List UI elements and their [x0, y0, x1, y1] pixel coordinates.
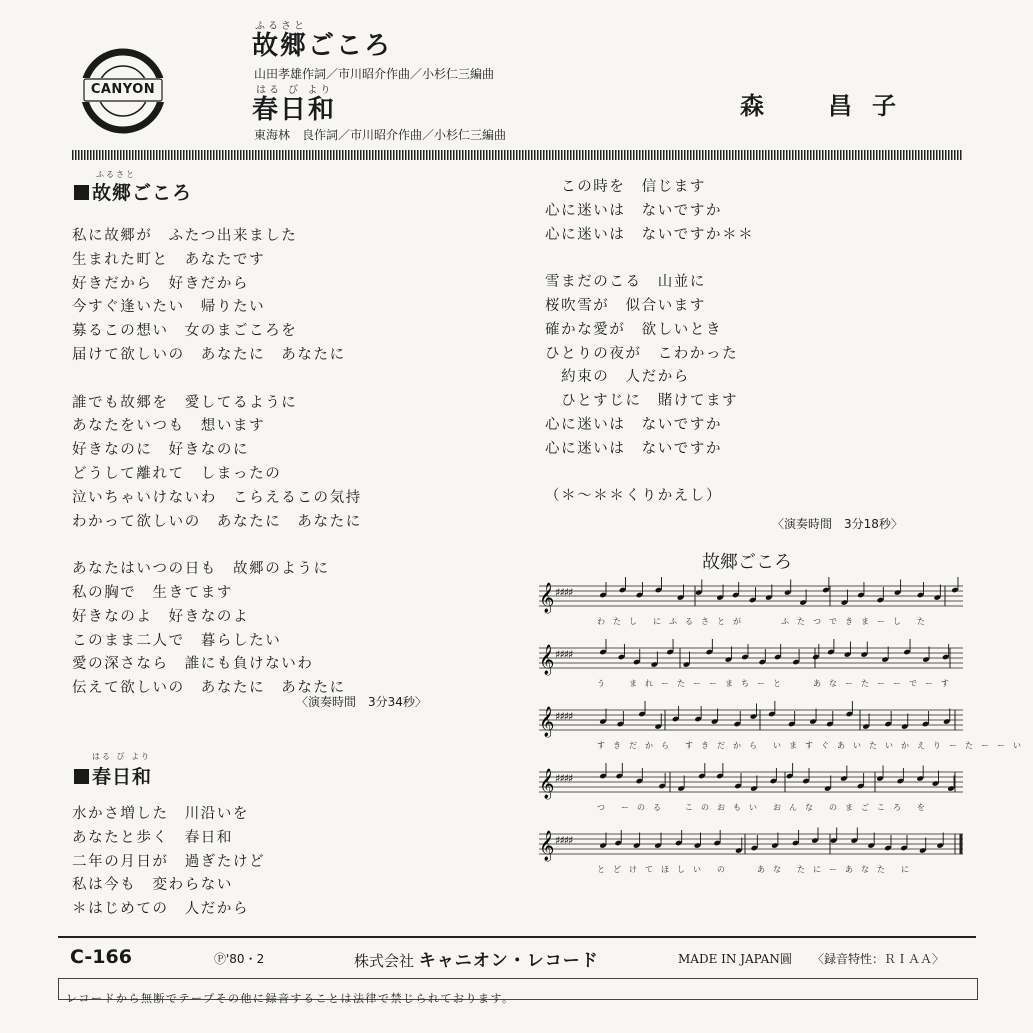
section2-time: 〈演奏時間 3分18秒〉 [772, 517, 903, 531]
lyric-line [545, 462, 754, 486]
lyric-line: あなたはいつの日も 故郷のように [72, 561, 330, 578]
treble-clef-icon: 𝄞 [539, 645, 555, 675]
sheet-music [535, 578, 1021, 888]
song1-ruby: ふるさと [255, 21, 307, 32]
section1-ruby: ふるさと [96, 170, 136, 179]
score-title: 故郷ごころ [702, 552, 792, 573]
key-signature-icon: ♯♯♯♯ [555, 648, 573, 661]
canyon-logo [80, 48, 166, 134]
lyric-line: 私は今も 変わらない [72, 877, 233, 894]
lyric-line: 心に迷いは ないですか [545, 440, 723, 457]
lyric-line: この時を 信じます [545, 179, 706, 195]
made-in-japan: MADE IN JAPAN圓 [678, 952, 792, 966]
section1-lyrics [72, 225, 362, 701]
key-signature-icon: ♯♯♯♯ [555, 834, 573, 847]
dotted-divider [72, 150, 962, 160]
lyric-line: 私に故郷が ふたつ出来ました [72, 228, 298, 244]
lyric-line: 募るこの想い 女のまごころを [72, 323, 298, 340]
square-bullet-icon [74, 185, 89, 200]
section1-title: 故郷ごころ [92, 182, 193, 204]
score-lyric-line: う ま れ ー た ー ー ま ち ー と あ な ー た ー ー で ー す [597, 679, 949, 688]
lyric-line [72, 368, 362, 392]
treble-clef-icon: 𝄞 [539, 583, 555, 613]
song2-title: 春日和 [252, 95, 337, 125]
lyric-line: 伝えて欲しいの あなたに あなたに [72, 680, 346, 697]
logo-text: CANYON [90, 82, 156, 97]
section2-lyrics-left [72, 803, 265, 922]
song2-ruby: はる び より [256, 85, 334, 96]
lyric-line: 好きなのに 好きなのに [72, 442, 250, 459]
section2-title: 春日和 [92, 766, 153, 788]
lyric-line: 二年の月日が 過ぎたけど [72, 853, 266, 870]
lyric-line [72, 534, 362, 558]
lyric-line [545, 247, 754, 271]
release-date: Ⓟ'80・2 [214, 952, 265, 966]
treble-clef-icon: 𝄞 [539, 707, 555, 737]
catalog-number: C-166 [70, 946, 132, 968]
company-prefix: 株式会社 [354, 952, 415, 970]
score-lyric-line: わ た し に ふ る さ と が ふ た つ で き ま ー し た [597, 617, 925, 626]
lyric-line: 好きなのよ 好きなのよ [72, 608, 250, 625]
lyric-line: ひとすじに 賭けてます [545, 393, 739, 410]
lyric-line: 水かさ増した 川沿いを [72, 806, 250, 822]
score-lyric-line: つ ー の る こ の お も い お ん な の ま ご こ ろ を [597, 803, 925, 812]
lyric-line: 愛の深さなら 誰にも負けないわ [72, 656, 314, 673]
artist-name: 森 昌子 [740, 91, 916, 120]
section2-ruby: はる び より [92, 752, 152, 761]
section1-time: 〈演奏時間 3分34秒〉 [296, 695, 427, 709]
lyric-line: 誰でも故郷を 愛してるように [72, 394, 298, 411]
lyric-line: あなたと歩く 春日和 [72, 829, 233, 846]
score-lyric-line: と ど け て ほ し い の あ な た に ー あ な た に [597, 865, 909, 874]
company-name: キャニオン・レコード [418, 951, 599, 971]
lyric-line: あなたをいつも 想います [72, 418, 266, 435]
lyric-line: 心に迷いは ないですか＊＊ [545, 226, 755, 243]
company [354, 946, 599, 971]
lyric-line: 生まれた町と あなたです [72, 251, 266, 268]
lyric-line: 桜吹雪が 似合います [545, 297, 706, 314]
lyric-line: 確かな愛が 欲しいとき [545, 321, 723, 338]
section1-heading [74, 178, 192, 205]
score-lyric-line: す き だ か ら す き だ か ら い ま す ぐ あ い た い か え り ー た ー ー い [597, 741, 1021, 750]
lyric-line: 届けて欲しいの あなたに あなたに [72, 346, 346, 363]
treble-clef-icon: 𝄞 [539, 831, 555, 861]
lyric-line: 好きだから 好きだから [72, 275, 250, 292]
lyric-line: わかって欲しいの あなたに あなたに [72, 513, 362, 530]
lyric-line: 心に迷いは ないですか [545, 202, 723, 219]
section2-lyrics-right [545, 176, 754, 509]
eq-curve: 〈録音特性：ＲＩＡＡ〉 [812, 952, 945, 966]
lyric-line: 雪まだのこる 山並に [545, 274, 706, 291]
lyric-line: 泣いちゃいけないわ こらえるこの気持 [72, 489, 362, 506]
lyric-line: 心に迷いは ないですか [545, 416, 723, 433]
section2-heading [74, 762, 152, 789]
key-signature-icon: ♯♯♯♯ [555, 586, 573, 599]
lyric-line: 私の胸で 生きてます [72, 584, 233, 601]
key-signature-icon: ♯♯♯♯ [555, 772, 573, 785]
lyric-line: 今すぐ逢いたい 帰りたい [72, 299, 266, 316]
song2-credit: 東海林 良作詞／市川昭介作曲／小杉仁三編曲 [254, 128, 507, 142]
lyric-line: どうして離れて しまったの [72, 465, 282, 482]
lyric-line: （＊～＊＊くりかえし） [545, 488, 723, 505]
song1-title: 故郷ごころ [252, 31, 393, 61]
lyric-line: 約束の 人だから [545, 369, 690, 386]
lyric-line: このまま二人で 暮らしたい [72, 632, 282, 649]
song1-credit: 山田孝雄作詞／市川昭介作曲／小杉仁三編曲 [254, 67, 495, 81]
square-bullet-icon [74, 769, 89, 784]
key-signature-icon: ♯♯♯♯ [555, 710, 573, 723]
copyright-warning: レコードから無断でテープその他に録音することは法律で禁じられております。 [66, 992, 515, 1005]
footer-rule [58, 936, 976, 938]
lyric-line: ＊はじめての 人だから [72, 901, 250, 918]
treble-clef-icon: 𝄞 [539, 769, 555, 799]
lyric-line: ひとりの夜が こわかった [545, 345, 739, 362]
